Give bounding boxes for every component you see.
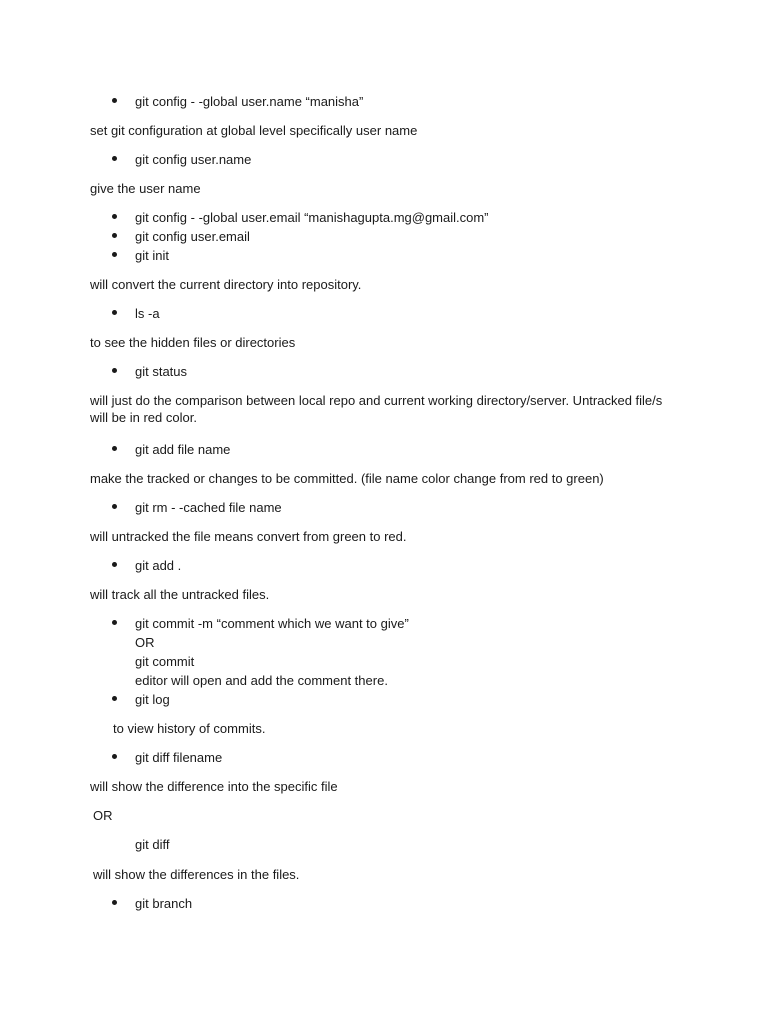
bullet-icon [112,446,117,451]
paragraph: will untracked the file means convert from green to red. [90,529,407,544]
list-item: git config user.name [135,152,252,167]
bullet-icon [112,504,117,509]
paragraph: set git configuration at global level specifically user name [90,123,418,138]
list-item: git config - -global user.name “manisha” [135,94,364,109]
list-item: git rm - -cached file name [135,500,282,515]
list-item: git diff filename [135,750,223,765]
bullet-icon [112,214,117,219]
list-item-continuation: OR [135,635,155,650]
paragraph: to view history of commits. [113,721,266,736]
bullet-icon [112,310,117,315]
paragraph: git diff [135,837,170,852]
bullet-icon [112,900,117,905]
list-item: git config - -global user.email “manishagupta.mg@gmail.com” [135,210,489,225]
paragraph: OR [93,808,113,823]
paragraph: to see the hidden files or directories [90,335,296,350]
list-item: git commit -m “comment which we want to give” [135,616,409,631]
paragraph: will show the difference into the specific file [90,779,338,794]
list-item: git status [135,364,188,379]
bullet-icon [112,696,117,701]
paragraph: will convert the current directory into repository. [90,277,362,292]
bullet-icon [112,620,117,625]
list-item: git config user.email [135,229,250,244]
paragraph: will show the differences in the files. [93,867,300,882]
paragraph: will track all the untracked files. [90,587,270,602]
list-item: git log [135,692,170,707]
bullet-icon [112,754,117,759]
list-item-continuation: git commit [135,654,195,669]
bullet-icon [112,98,117,103]
paragraph: will just do the comparison between local repo and current working directory/server. Untracked file/s will be in red color. [90,393,663,425]
paragraph: make the tracked or changes to be committed. (file name color change from red to green) [90,471,604,486]
paragraph: give the user name [90,181,201,196]
list-item: ls -a [135,306,160,321]
bullet-icon [112,368,117,373]
bullet-icon [112,233,117,238]
list-item: git branch [135,896,193,911]
bullet-icon [112,156,117,161]
list-item: git init [135,248,169,263]
bullet-icon [112,562,117,567]
list-item: git add file name [135,442,231,457]
list-item-continuation: editor will open and add the comment there. [135,673,388,688]
bullet-icon [112,252,117,257]
list-item: git add . [135,558,182,573]
